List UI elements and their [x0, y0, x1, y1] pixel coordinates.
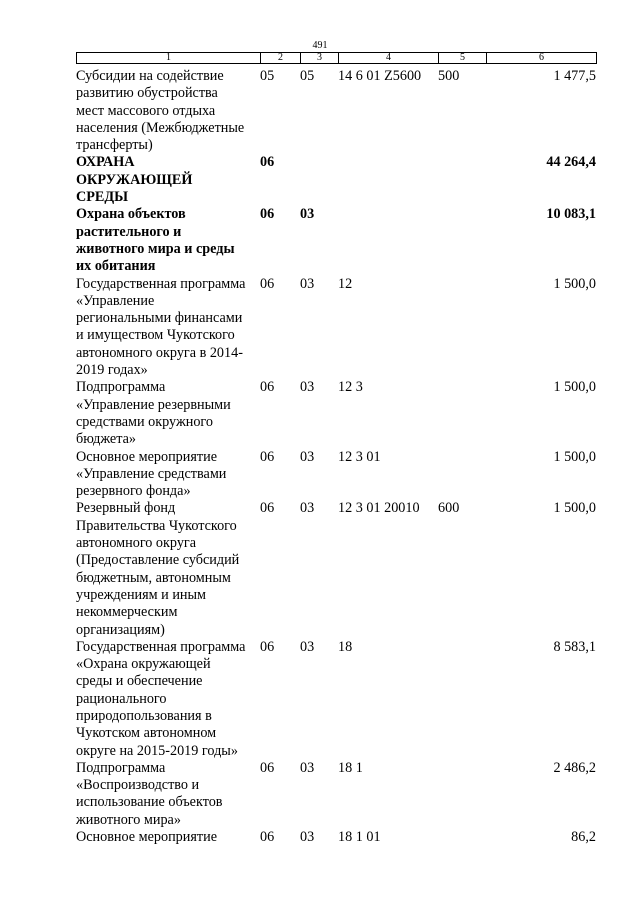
row-section-code-cell: 06: [260, 154, 275, 171]
row-name-cell: [76, 206, 260, 275]
row-name-line: Субсидии на содействие: [76, 68, 224, 84]
row-amount-cell: 86,2: [571, 829, 596, 846]
row-name-line: ОХРАНА: [76, 154, 135, 171]
row-target-article-code-cell: 12 3 01 20010: [338, 500, 420, 517]
row-expense-type-code-cell: [438, 154, 486, 206]
row-amount-cell: 1 500,0: [553, 500, 596, 517]
row-target-article-code-cell: 14 6 01 Z5600: [338, 68, 422, 84]
row-section-code-cell: 06: [260, 638, 275, 655]
row-expense-type-code-cell: 500: [438, 68, 460, 84]
row-name-line: их обитания: [76, 258, 156, 275]
row-name-line: Чукотском автономном: [76, 725, 217, 742]
row-subsection-code-cell: 03: [300, 638, 315, 655]
row-name-cell: [76, 449, 260, 501]
row-expense-type-code-cell: [438, 449, 486, 501]
row-amount-cell: 2 486,2: [553, 759, 596, 776]
row-target-article-code-cell: 12 3 01: [338, 448, 381, 465]
row-name-line: резервного фонда»: [76, 483, 191, 500]
row-name-line: «Управление резервными: [76, 396, 231, 413]
row-section-code-cell: 06: [260, 206, 275, 223]
table-row: [76, 829, 596, 846]
row-name-line: региональными финансами: [76, 310, 243, 327]
row-name-line: использование объектов: [76, 794, 223, 811]
row-name-cell: [76, 379, 260, 448]
row-name-cell: [76, 829, 260, 846]
row-target-article-code-cell: [338, 154, 438, 206]
row-name-line: автономного округа в 2014-: [76, 344, 243, 361]
row-name-line: средствами окружного: [76, 413, 213, 430]
row-expense-type-code-cell: [438, 379, 486, 448]
row-subsection-code-cell: 03: [300, 379, 315, 396]
row-expense-type-code-cell: [438, 639, 486, 760]
row-name-line: «Воспроизводство и: [76, 777, 200, 794]
row-target-article-code-cell: 18 1: [338, 759, 363, 776]
table-row: [76, 68, 596, 154]
row-target-article-code-cell: 18: [338, 638, 353, 655]
row-name-line: организациям): [76, 621, 165, 638]
row-subsection-code-cell: [300, 154, 338, 206]
row-name-line: учреждениям и иным: [76, 586, 207, 603]
row-amount-cell: 1 500,0: [553, 275, 596, 292]
row-amount-cell: 44 264,4: [546, 154, 596, 171]
column-header-4: 4: [339, 53, 439, 64]
row-expense-type-code-cell: [438, 276, 486, 380]
table-row: [76, 760, 596, 829]
column-header-3: 3: [301, 53, 339, 64]
row-name-cell: [76, 639, 260, 760]
row-name-line: Государственная программа: [76, 638, 246, 655]
table-row: [76, 154, 596, 206]
row-section-code-cell: 06: [260, 275, 275, 292]
column-header-table: [76, 52, 597, 64]
row-name-line: Подпрограмма: [76, 759, 166, 776]
row-name-line: трансферты): [76, 137, 153, 154]
row-amount-cell: 1 500,0: [553, 448, 596, 465]
row-expense-type-code-cell: [438, 760, 486, 829]
row-name-line: развитию обустройства: [76, 85, 218, 102]
row-expense-type-code-cell: 600: [438, 500, 460, 517]
row-name-line: населения (Межбюджетные: [76, 119, 245, 136]
row-target-article-code-cell: 12: [338, 275, 353, 292]
row-name-line: «Управление средствами: [76, 465, 227, 482]
row-section-code-cell: 06: [260, 379, 275, 396]
table-row: [76, 206, 596, 275]
row-name-line: Подпрограмма: [76, 379, 166, 396]
row-name-line: (Предоставление субсидий: [76, 552, 240, 569]
row-name-line: животного мира и среды: [76, 240, 235, 257]
row-name-line: Резервный фонд: [76, 500, 176, 517]
row-subsection-code-cell: 03: [300, 500, 315, 517]
row-name-line: среды и обеспечение: [76, 673, 203, 690]
table-row: [76, 379, 596, 448]
row-name-line: и имуществом Чукотского: [76, 327, 235, 344]
column-header-1: 1: [77, 53, 261, 64]
budget-table-body: [76, 68, 596, 846]
row-target-article-code-cell: 18 1 01: [338, 829, 381, 846]
table-row: [76, 276, 596, 380]
row-name-line: Основное мероприятие: [76, 829, 217, 846]
row-name-line: мест массового отдыха: [76, 102, 216, 119]
row-name-line: животного мира»: [76, 811, 181, 828]
row-name-line: бюджетным, автономным: [76, 569, 231, 586]
row-subsection-code-cell: 03: [300, 759, 315, 776]
row-name-cell: [76, 276, 260, 380]
row-section-code-cell: 05: [260, 68, 275, 84]
row-name-cell: [76, 760, 260, 829]
row-subsection-code-cell: 03: [300, 206, 315, 223]
table-row: [76, 449, 596, 501]
page-number: 491: [312, 40, 328, 51]
row-subsection-code-cell: 03: [300, 275, 315, 292]
row-amount-cell: 10 083,1: [546, 206, 596, 223]
row-section-code-cell: 06: [260, 448, 275, 465]
row-name-line: растительного и: [76, 223, 182, 240]
row-amount-cell: 8 583,1: [553, 638, 596, 655]
row-name-cell: [76, 68, 260, 154]
row-name-line: Государственная программа: [76, 275, 246, 292]
row-name-line: 2019 годах»: [76, 362, 148, 379]
row-expense-type-code-cell: [438, 206, 486, 275]
row-name-line: Охрана объектов: [76, 206, 186, 223]
row-subsection-code-cell: 03: [300, 448, 315, 465]
row-name-line: «Управление: [76, 292, 155, 309]
table-row: [76, 639, 596, 760]
row-name-cell: [76, 500, 260, 638]
row-name-line: автономного округа: [76, 535, 197, 552]
row-section-code-cell: 06: [260, 829, 275, 846]
row-subsection-code-cell: 03: [300, 829, 315, 846]
row-expense-type-code-cell: [438, 829, 486, 846]
row-section-code-cell: 06: [260, 759, 275, 776]
row-name-line: СРЕДЫ: [76, 189, 129, 206]
row-name-line: природопользования в: [76, 707, 212, 724]
row-subsection-code-cell: 05: [300, 68, 315, 84]
row-name-line: бюджета»: [76, 431, 136, 448]
row-name-line: некоммерческим: [76, 604, 178, 621]
row-target-article-code-cell: [338, 206, 438, 275]
column-header-2: 2: [261, 53, 301, 64]
row-name-line: Правительства Чукотского: [76, 517, 237, 534]
row-name-line: Основное мероприятие: [76, 448, 217, 465]
column-header-5: 5: [439, 53, 487, 64]
row-name-line: округе на 2015-2019 годы»: [76, 742, 238, 759]
row-name-line: рационального: [76, 690, 167, 707]
row-target-article-code-cell: 12 3: [338, 379, 363, 396]
row-amount-cell: 1 500,0: [553, 379, 596, 396]
table-row: [76, 500, 596, 638]
column-header-6: 6: [487, 53, 597, 64]
row-name-line: «Охрана окружающей: [76, 656, 211, 673]
row-name-cell: [76, 154, 260, 206]
column-header-row: [77, 53, 597, 64]
row-amount-cell: 1 477,5: [553, 68, 596, 84]
row-section-code-cell: 06: [260, 500, 275, 517]
row-name-line: ОКРУЖАЮЩЕЙ: [76, 171, 193, 188]
